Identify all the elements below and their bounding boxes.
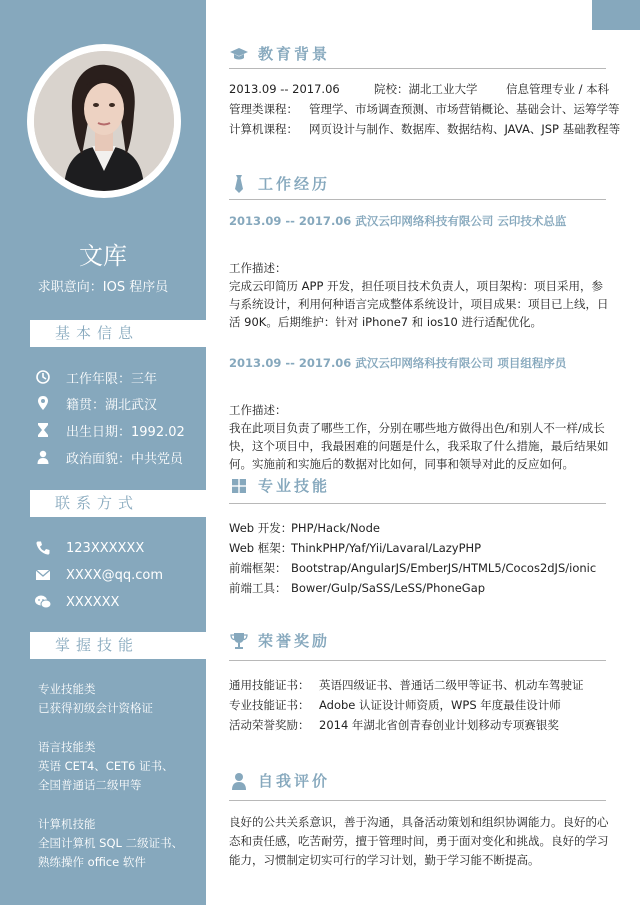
job-desc: 完成云印简历 APP 开发，担任项目技术负责人，项目架构：项目采用，参与系统设计，利用何种语言完成整体系统设计，项目成果：项目已上线，日活 90K。后期维护：针对 iPhone7 和 ios10 进行适配优化。 [229,279,609,329]
education-major: 信息管理专业 / 本科 [506,82,610,96]
section-title: 工作经历 [258,175,331,193]
basic-row-text: 工作年限：三年 [66,371,158,387]
skill-group-professional [38,680,153,718]
job-desc-label: 工作描述： [229,403,287,417]
job-desc-label: 工作描述： [229,261,287,275]
education-course-row [229,121,620,137]
skill-line: 计算机技能 [38,817,96,831]
person-icon [34,448,52,466]
basic-row-political [34,447,183,467]
skill-line: 已获得初级会计资格证 [38,701,153,715]
basic-row-birthdate [34,420,185,440]
course-label: 管理类课程： [229,102,298,116]
candidate-name: 文库 [79,242,127,270]
skill-row [229,540,481,556]
self-eval-text: 良好的公共关系意识，善于沟通，具备活动策划和组织协调能力。良好的心态和责任感，吃苦耐劳，擅于管理时间，勇于面对变化和挑战。良好的学习能力，习惯制定切实可行的学习计划，勤于学习能不断提高。 [229,815,609,867]
mail-icon [34,566,52,584]
section-title: 荣誉奖励 [258,632,331,650]
course-label: 计算机课程： [229,122,298,136]
contact-row-phone [34,538,144,558]
job-intent: 求职意向：IOS 程序员 [37,280,169,295]
job-header: 2013.09 -- 2017.06 武汉云印网络科技有限公司 项目组程序员 [229,356,567,370]
skill-row [229,560,596,576]
skill-value: PHP/Hack/Node [291,521,380,535]
skill-line: 全国普通话二级甲等 [38,778,142,792]
skill-line: 全国计算机 SQL 二级证书、 [38,836,184,850]
skill-label: 前端框架： [229,561,287,575]
skill-group-language [38,738,174,795]
windows-grid-icon [229,476,249,496]
contact-row-text: 123XXXXXX [66,540,145,556]
skill-row [229,580,485,596]
education-school: 院校：湖北工业大学 [374,82,478,96]
honor-value: 2014 年湖北省创青春创业计划移动专项赛银奖 [319,718,559,732]
contact-row-wechat [34,592,119,612]
education-course-row [229,101,620,117]
contact-heading: 联系方式 [30,490,206,517]
education-heading [229,43,330,64]
skill-label: Web 框架： [229,541,293,555]
section-title: 教育背景 [258,45,331,63]
trophy-icon [229,631,249,651]
honor-value: 英语四级证书、普通话二级甲等证书、机动车驾驶证 [319,678,584,692]
skill-value: Bower/Gulp/SaSS/LeSS/PhoneGap [291,581,486,595]
skill-group-computer [38,815,183,872]
basic-row-text: 政治面貌：中共党员 [66,451,184,467]
top-accent-bar [592,0,640,30]
basic-row-text: 出生日期：1992.02 [66,424,185,440]
section-divider [229,199,606,200]
honor-row [229,697,561,713]
hourglass-icon [34,421,52,439]
basic-info-heading: 基本信息 [30,320,206,347]
section-divider [229,660,606,661]
side-skills-heading: 掌握技能 [30,632,206,659]
person-icon [229,771,249,791]
section-title: 自我评价 [258,772,331,790]
education-summary [229,81,609,97]
clock-phone-icon [34,368,52,386]
graduation-cap-icon [229,44,249,64]
education-period: 2013.09 -- 2017.06 [229,82,340,96]
honor-label: 通用技能证书： [229,678,310,692]
honor-label: 专业技能证书： [229,698,310,712]
skill-line: 英语 CET4、CET6 证书、 [38,759,174,773]
contact-row-text: XXXX@qq.com [66,567,164,583]
skill-row [229,520,380,536]
honor-label: 活动荣誉奖励： [229,718,310,732]
section-divider [229,800,606,801]
honor-row [229,677,584,693]
skill-value: Bootstrap/AngularJS/EmberJS/HTML5/Cocos2dJS/ionic [291,561,597,575]
course-value: 网页设计与制作、数据库、数据结构、JAVA、JSP 基础教程等 [309,122,621,136]
skill-value: ThinkPHP/Yaf/Yii/Lavaral/LazyPHP [291,541,482,555]
skills-heading [229,475,330,496]
skill-line: 熟练操作 office 软件 [38,855,146,869]
job-desc: 我在此项目负责了哪些工作，分别在哪些地方做得出色/和别人不一样/成长快，这个项目中，我最困难的问题是什么，我采取了什么措施，最后结果如何。实施前和实施后的数据对比如何，同事和领导对此的反应如何。 [229,421,609,471]
honors-heading [229,630,330,651]
phone-icon [34,539,52,557]
location-pin-icon [34,394,52,412]
contact-row-email [34,565,163,585]
honor-row [229,717,559,733]
contact-row-text: XXXXXX [66,594,120,610]
job-header: 2013.09 -- 2017.06 武汉云印网络科技有限公司 云印技术总监 [229,214,567,228]
avatar [27,44,181,198]
basic-row-text: 籍贯：湖北武汉 [66,397,158,413]
section-divider [229,68,606,69]
skill-label: Web 开发： [229,521,293,535]
honor-value: Adobe 认证设计师资质，WPS 年度最佳设计师 [319,698,561,712]
section-divider [229,503,606,504]
experience-heading [229,173,330,194]
section-title: 专业技能 [258,477,331,495]
skill-label: 前端工具： [229,581,287,595]
tie-icon [229,174,249,194]
course-value: 管理学、市场调查预测、市场营销概论、基础会计、运筹学等 [309,102,620,116]
skill-line: 专业技能类 [38,682,96,696]
self-eval-heading [229,770,330,791]
basic-row-hometown [34,393,157,413]
wechat-icon [34,593,52,611]
basic-row-work-years [34,367,157,387]
skill-line: 语言技能类 [38,740,96,754]
portrait-photo [34,51,174,191]
